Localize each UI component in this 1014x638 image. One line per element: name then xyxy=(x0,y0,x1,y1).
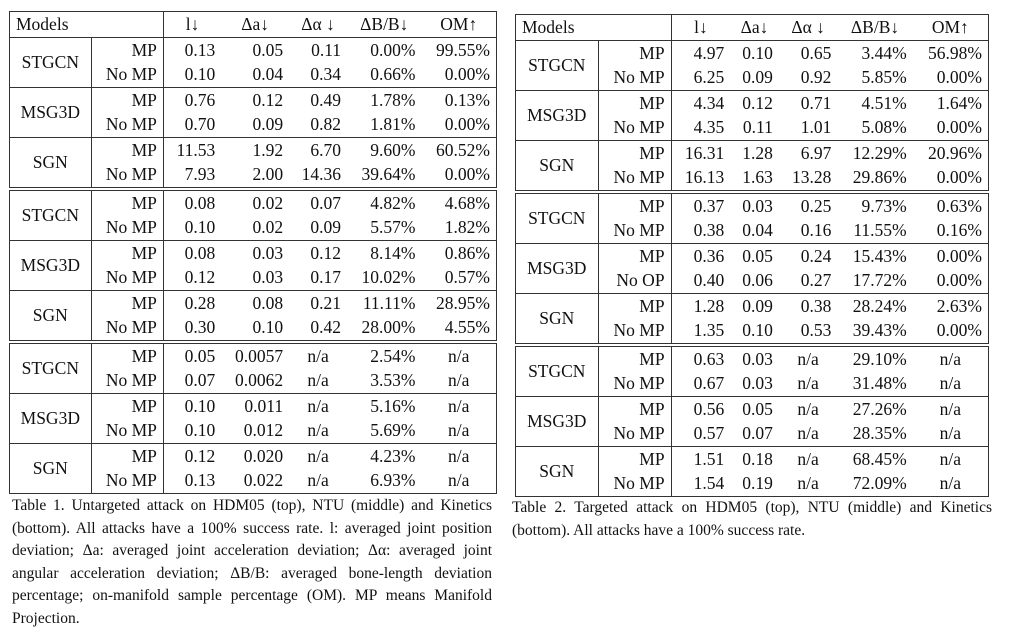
metric-cell: 0.00% xyxy=(913,244,989,269)
metric-cell: 0.66% xyxy=(370,64,416,84)
metric-cell: 9.60% xyxy=(347,138,421,163)
metric-cell: n/a xyxy=(939,373,962,393)
projection-label: No MP xyxy=(91,266,163,291)
metric-cell: 0.13 xyxy=(184,470,216,490)
model-name: MSG3D xyxy=(10,394,92,444)
metric-cell: 0.09 xyxy=(310,217,342,237)
projection-label: No MP xyxy=(91,63,163,88)
metric-cell: 0.82 xyxy=(310,114,342,134)
metric-cell: n/a xyxy=(797,473,819,493)
metric-cell: 68.45% xyxy=(837,447,912,472)
metric-cell: 0.02 xyxy=(252,217,284,237)
metric-cell: 2.63% xyxy=(913,294,989,319)
metric-cell: 0.10 xyxy=(184,217,216,237)
metric-cell: 29.10% xyxy=(837,345,912,372)
table-row xyxy=(10,88,497,113)
metric-cell: 39.64% xyxy=(361,164,416,184)
metric-cell: 0.37 xyxy=(671,192,730,219)
column-header: Δα ↓ xyxy=(289,12,347,38)
table-row xyxy=(10,189,497,216)
metric-cell: 0.03 xyxy=(730,345,779,372)
metric-cell: 31.48% xyxy=(852,373,907,393)
metric-cell: 28.24% xyxy=(837,294,912,319)
metric-cell: n/a xyxy=(913,447,989,472)
metric-cell: n/a xyxy=(289,394,347,419)
metric-cell: 0.70 xyxy=(184,114,216,134)
model-name: SGN xyxy=(10,291,92,343)
metric-cell: 5.57% xyxy=(370,217,416,237)
metric-cell: 0.38 xyxy=(693,220,725,240)
column-header: ΔB/B↓ xyxy=(837,15,912,41)
metric-cell: 0.71 xyxy=(779,91,838,116)
model-name: MSG3D xyxy=(10,88,92,138)
metric-cell: n/a xyxy=(939,423,962,443)
metric-cell: 0.07 xyxy=(742,423,773,443)
metric-cell: 0.57 xyxy=(693,423,725,443)
metric-cell: 28.35% xyxy=(852,423,907,443)
table-row xyxy=(10,394,497,419)
metric-cell: 0.0062 xyxy=(234,370,284,390)
metric-cell: 0.12 xyxy=(163,444,221,469)
dataset-group xyxy=(516,345,989,497)
metric-cell: 11.53 xyxy=(163,138,221,163)
projection-label: No MP xyxy=(598,219,671,244)
model-name: MSG3D xyxy=(516,397,599,447)
table-row xyxy=(516,447,989,472)
column-header: ΔB/B↓ xyxy=(347,12,421,38)
metric-cell: 0.27 xyxy=(800,270,832,290)
metric-cell: n/a xyxy=(421,342,496,369)
metric-cell: 0.04 xyxy=(252,64,284,84)
metric-cell: 5.69% xyxy=(370,420,416,440)
metric-cell: 7.93 xyxy=(184,164,216,184)
metric-cell: 10.02% xyxy=(361,267,416,287)
metric-cell: 0.10 xyxy=(184,64,216,84)
metric-cell: 11.11% xyxy=(347,291,421,316)
metric-cell: 0.34 xyxy=(310,64,342,84)
projection-label: No MP xyxy=(91,369,163,394)
metric-cell: 1.81% xyxy=(370,114,416,134)
metric-cell: 1.64% xyxy=(913,91,989,116)
projection-label: No MP xyxy=(598,66,671,91)
dataset-group xyxy=(516,192,989,345)
column-header: Δa↓ xyxy=(730,15,779,41)
projection-label: No MP xyxy=(91,419,163,444)
metric-cell: 1.35 xyxy=(693,320,725,340)
table-row xyxy=(10,342,497,369)
model-name: STGCN xyxy=(10,38,92,88)
column-header: Models xyxy=(516,15,672,41)
table-row xyxy=(516,192,989,219)
table-row xyxy=(10,38,497,63)
metric-cell: n/a xyxy=(797,373,819,393)
metric-cell: n/a xyxy=(779,397,838,422)
metric-cell: 3.53% xyxy=(370,370,416,390)
metric-cell: 60.52% xyxy=(421,138,496,163)
table-row xyxy=(516,91,989,116)
projection-label: MP xyxy=(598,397,671,422)
metric-cell: 0.16 xyxy=(800,220,832,240)
metric-cell: 0.49 xyxy=(289,88,347,113)
metric-cell: 0.25 xyxy=(779,192,838,219)
projection-label: MP xyxy=(91,241,163,266)
metric-cell: 4.68% xyxy=(421,189,496,216)
metric-cell: 0.76 xyxy=(163,88,221,113)
metric-cell: 0.03 xyxy=(252,267,284,287)
metric-cell: 0.38 xyxy=(779,294,838,319)
metric-cell: 28.95% xyxy=(421,291,496,316)
metric-cell: 1.92 xyxy=(221,138,289,163)
metric-cell: 6.93% xyxy=(370,470,416,490)
metric-cell: 0.05 xyxy=(252,39,284,60)
table-row xyxy=(10,138,497,163)
metric-cell: 0.09 xyxy=(730,294,779,319)
model-name: STGCN xyxy=(10,189,92,241)
metric-cell: 0.65 xyxy=(800,42,832,63)
metric-cell: n/a xyxy=(448,370,470,390)
projection-label: MP xyxy=(91,444,163,469)
projection-label: No MP xyxy=(91,316,163,343)
metric-cell: 0.00% xyxy=(936,167,982,187)
projection-label: MP xyxy=(91,38,163,63)
metric-cell: 0.08 xyxy=(221,291,289,316)
metric-cell: 0.11 xyxy=(311,39,342,60)
metric-cell: 3.44% xyxy=(861,42,907,63)
metric-cell: 1.78% xyxy=(347,88,421,113)
model-name: MSG3D xyxy=(516,244,599,294)
metric-cell: 0.12 xyxy=(289,241,347,266)
projection-label: MP xyxy=(598,141,671,166)
metric-cell: 4.82% xyxy=(347,189,421,216)
model-name: SGN xyxy=(516,141,599,193)
table-row xyxy=(10,444,497,469)
metric-cell: n/a xyxy=(289,342,347,369)
metric-cell: 4.35 xyxy=(693,117,725,137)
dataset-group xyxy=(10,189,497,342)
metric-cell: 0.00% xyxy=(444,64,490,84)
metric-cell: 1.51 xyxy=(671,447,730,472)
metric-cell: 72.09% xyxy=(852,473,907,493)
metric-cell: 99.55% xyxy=(436,39,490,60)
metric-cell: 0.57% xyxy=(444,267,490,287)
model-name: SGN xyxy=(10,444,92,494)
metric-cell: 0.10 xyxy=(184,420,216,440)
metric-cell: n/a xyxy=(448,470,470,490)
metric-cell: 0.00% xyxy=(444,114,490,134)
metric-cell: 28.00% xyxy=(361,317,416,337)
metric-cell: 0.10 xyxy=(252,317,284,337)
metric-cell: 0.04 xyxy=(742,220,773,240)
metric-cell: 0.08 xyxy=(163,189,221,216)
metric-cell: 0.13% xyxy=(421,88,496,113)
metric-cell: 0.56 xyxy=(671,397,730,422)
metric-cell: 1.01 xyxy=(800,117,832,137)
column-header: l↓ xyxy=(671,15,730,41)
metric-cell: 6.70 xyxy=(289,138,347,163)
projection-label: No MP xyxy=(598,116,671,141)
model-name: SGN xyxy=(516,447,599,497)
metric-cell: 0.012 xyxy=(243,420,284,440)
projection-label: MP xyxy=(598,447,671,472)
projection-label: No MP xyxy=(598,472,671,497)
column-header: Models xyxy=(10,12,164,38)
metric-cell: 0.09 xyxy=(252,114,284,134)
column-header: OM↑ xyxy=(421,12,496,38)
metric-cell: 0.42 xyxy=(310,317,342,337)
metric-cell: 0.21 xyxy=(289,291,347,316)
metric-cell: 4.34 xyxy=(671,91,730,116)
metric-cell: 0.00% xyxy=(444,164,490,184)
metric-cell: 0.011 xyxy=(221,394,289,419)
model-name: SGN xyxy=(516,294,599,346)
metric-cell: 20.96% xyxy=(913,141,989,166)
model-name: STGCN xyxy=(516,345,599,397)
dataset-group xyxy=(10,38,497,190)
metric-cell: 39.43% xyxy=(852,320,907,340)
metric-cell: n/a xyxy=(779,345,838,372)
table-row xyxy=(516,345,989,372)
table-row xyxy=(516,244,989,269)
projection-label: MP xyxy=(91,342,163,369)
metric-cell: 1.54 xyxy=(693,473,725,493)
projection-label: MP xyxy=(91,291,163,316)
metric-cell: 0.06 xyxy=(742,270,773,290)
metric-cell: 1.82% xyxy=(444,217,490,237)
table-row xyxy=(516,397,989,422)
metric-cell: 0.17 xyxy=(310,267,342,287)
metric-cell: 8.14% xyxy=(347,241,421,266)
metric-cell: n/a xyxy=(939,473,962,493)
metric-cell: n/a xyxy=(421,394,496,419)
metric-cell: n/a xyxy=(307,470,329,490)
metric-cell: n/a xyxy=(448,420,470,440)
metric-cell: 16.31 xyxy=(671,141,730,166)
metric-cell: 5.16% xyxy=(347,394,421,419)
metric-cell: 0.022 xyxy=(243,470,284,490)
metric-cell: 29.86% xyxy=(852,167,907,187)
table-row xyxy=(516,294,989,319)
metric-cell: 12.29% xyxy=(837,141,912,166)
metric-cell: 0.12 xyxy=(730,91,779,116)
metric-cell: 6.97 xyxy=(779,141,838,166)
metric-cell: 4.23% xyxy=(347,444,421,469)
projection-label: No MP xyxy=(91,469,163,494)
metric-cell: 0.11 xyxy=(742,117,773,137)
projection-label: No MP xyxy=(598,319,671,346)
metric-cell: 0.10 xyxy=(163,394,221,419)
metric-cell: n/a xyxy=(797,423,819,443)
model-name: MSG3D xyxy=(10,241,92,291)
metric-cell: 4.51% xyxy=(837,91,912,116)
projection-label: MP xyxy=(91,189,163,216)
column-header: Δα ↓ xyxy=(779,15,838,41)
projection-label: No MP xyxy=(91,113,163,138)
metric-cell: 1.28 xyxy=(671,294,730,319)
metric-cell: 0.63 xyxy=(671,345,730,372)
projection-label: MP xyxy=(598,345,671,372)
metric-cell: 0.13 xyxy=(184,39,216,60)
metric-cell: n/a xyxy=(779,447,838,472)
metric-cell: 1.63 xyxy=(742,167,773,187)
metric-cell: 0.10 xyxy=(742,42,773,63)
metric-cell: 15.43% xyxy=(837,244,912,269)
dataset-group xyxy=(10,342,497,494)
metric-cell: n/a xyxy=(421,444,496,469)
projection-label: MP xyxy=(598,244,671,269)
metric-cell: 0.18 xyxy=(730,447,779,472)
metric-cell: 0.02 xyxy=(221,189,289,216)
projection-label: MP xyxy=(598,91,671,116)
table-2 xyxy=(515,14,989,497)
projection-label: No MP xyxy=(91,216,163,241)
column-header: OM↑ xyxy=(913,15,989,41)
metric-cell: 0.05 xyxy=(730,397,779,422)
table-row xyxy=(10,291,497,316)
metric-cell: 0.67 xyxy=(693,373,725,393)
metric-cell: 0.36 xyxy=(671,244,730,269)
metric-cell: 4.55% xyxy=(444,317,490,337)
metric-cell: 0.00% xyxy=(936,117,982,137)
metric-cell: 0.05 xyxy=(163,342,221,369)
column-header: Δa↓ xyxy=(221,12,289,38)
metric-cell: 0.19 xyxy=(742,473,773,493)
metric-cell: 0.0057 xyxy=(221,342,289,369)
metric-cell: 13.28 xyxy=(792,167,832,187)
metric-cell: n/a xyxy=(913,397,989,422)
projection-label: No MP xyxy=(91,163,163,190)
metric-cell: 0.020 xyxy=(221,444,289,469)
metric-cell: 0.00% xyxy=(936,67,982,87)
metric-cell: 0.24 xyxy=(779,244,838,269)
projection-label: MP xyxy=(91,394,163,419)
metric-cell: 0.09 xyxy=(742,67,773,87)
metric-cell: 0.03 xyxy=(221,241,289,266)
dataset-group xyxy=(516,41,989,193)
metric-cell: 17.72% xyxy=(852,270,907,290)
metric-cell: 2.54% xyxy=(347,342,421,369)
projection-label: No MP xyxy=(598,372,671,397)
metric-cell: 0.12 xyxy=(221,88,289,113)
projection-label: MP xyxy=(598,192,671,219)
metric-cell: 0.12 xyxy=(184,267,216,287)
table-row xyxy=(10,241,497,266)
table-2-caption: Table 2. Targeted attack on HDM05 (top), NTU (middle) and Kinetics (bottom). All attacks have a 100% success rate. xyxy=(512,499,992,539)
table-1-caption: Table 1. Untargeted attack on HDM05 (top), NTU (middle) and Kinetics (bottom). All attacks have a 100% success rate. l: averaged joint position deviation; Δa: averaged joint acceleration deviation; Δα: averaged joint angular acceleration deviation; ΔB/B: averaged bone-length deviation percentage; on-manifold sample percentage (OM). MP means Manifold Projection. xyxy=(12,497,492,627)
metric-cell: 0.53 xyxy=(800,320,832,340)
metric-cell: 0.40 xyxy=(693,270,725,290)
metric-cell: 0.30 xyxy=(184,317,216,337)
metric-cell: 0.07 xyxy=(184,370,216,390)
metric-cell: 0.10 xyxy=(742,320,773,340)
metric-cell: n/a xyxy=(289,444,347,469)
metric-cell: 6.25 xyxy=(693,67,725,87)
model-name: MSG3D xyxy=(516,91,599,141)
metric-cell: 0.00% xyxy=(370,39,416,60)
projection-label: No MP xyxy=(598,422,671,447)
metric-cell: 0.05 xyxy=(730,244,779,269)
column-header: l↓ xyxy=(163,12,221,38)
model-name: STGCN xyxy=(516,41,599,91)
table-row xyxy=(516,41,989,66)
metric-cell: 5.85% xyxy=(861,67,907,87)
metric-cell: 0.03 xyxy=(742,373,773,393)
projection-label: MP xyxy=(598,294,671,319)
model-name: STGCN xyxy=(10,342,92,394)
projection-label: MP xyxy=(91,88,163,113)
metric-cell: 5.08% xyxy=(861,117,907,137)
projection-label: MP xyxy=(598,41,671,66)
metric-cell: 4.97 xyxy=(693,42,725,63)
projection-label: No MP xyxy=(598,166,671,193)
table-row xyxy=(516,141,989,166)
metric-cell: 56.98% xyxy=(928,42,982,63)
projection-label: No OP xyxy=(598,269,671,294)
table-1 xyxy=(9,11,497,494)
metric-cell: 0.92 xyxy=(800,67,832,87)
metric-cell: 0.03 xyxy=(730,192,779,219)
metric-cell: 0.28 xyxy=(163,291,221,316)
metric-cell: 16.13 xyxy=(684,167,725,187)
model-name: STGCN xyxy=(516,192,599,244)
metric-cell: 0.08 xyxy=(163,241,221,266)
metric-cell: 0.16% xyxy=(936,220,982,240)
metric-cell: n/a xyxy=(307,420,329,440)
metric-cell: 0.63% xyxy=(913,192,989,219)
metric-cell: 0.07 xyxy=(289,189,347,216)
metric-cell: 0.00% xyxy=(936,320,982,340)
metric-cell: n/a xyxy=(913,345,989,372)
metric-cell: 14.36 xyxy=(301,164,342,184)
metric-cell: 2.00 xyxy=(252,164,284,184)
metric-cell: 0.86% xyxy=(421,241,496,266)
metric-cell: n/a xyxy=(307,370,329,390)
metric-cell: 11.55% xyxy=(853,220,907,240)
model-name: SGN xyxy=(10,138,92,190)
projection-label: MP xyxy=(91,138,163,163)
metric-cell: 27.26% xyxy=(837,397,912,422)
metric-cell: 0.00% xyxy=(936,270,982,290)
metric-cell: 1.28 xyxy=(730,141,779,166)
metric-cell: 9.73% xyxy=(837,192,912,219)
